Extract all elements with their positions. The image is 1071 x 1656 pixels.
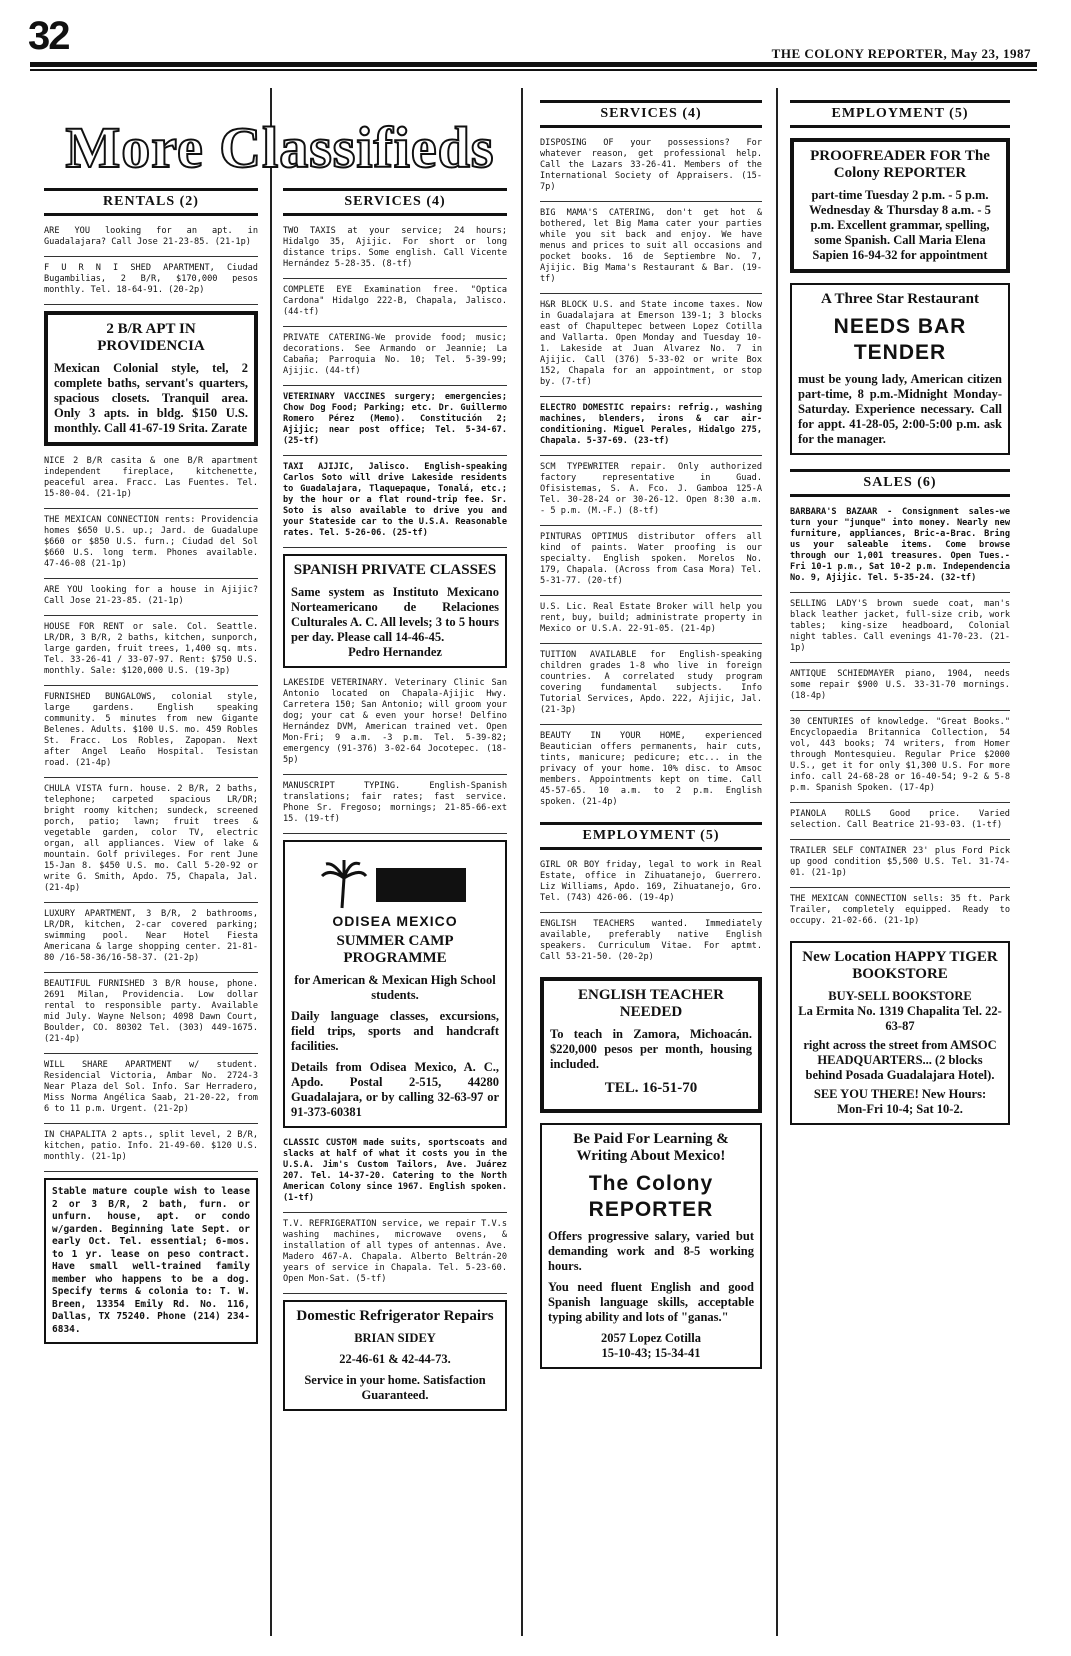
masthead: More Classifieds bbox=[65, 115, 495, 180]
classified-ad: WILL SHARE APARTMENT w/ student. Residencial Victoria, Ambar No. 2724-3 Near Plaza del Sol. Info. Sar Herradero, Miss Norma Angélica Saab, 21-20-22, from 6 to 11 p.m. Urgent. (21-2p) bbox=[44, 1060, 258, 1124]
column-services bbox=[283, 188, 507, 1421]
column-rentals bbox=[44, 188, 258, 1354]
classified-ad: H&R BLOCK U.S. and State income taxes. Now in Guadalajara at Emerson 139-1; 3 blocks east of Chapultepec between Lopez Cotilla and Vallarta. Open Monday and Tuesday 10-1. Lakeside at Juan Alvarez No. 7 in Ajijic. Call (376) 5-33-02 or write Box 152, Chapala for an appointment, or stop by. (7-tf) bbox=[540, 300, 762, 397]
classified-ad: IN CHAPALITA 2 apts., split level, 2 B/R, kitchen, patio. Info. 21-49-60. $120 U.S. monthly. (21-1p) bbox=[44, 1130, 258, 1172]
display-ad-body: Stable mature couple wish to lease 2 or 3 B/R, 2 bath, furn. or unfurn. house, apt. or condo w/garden. Beginning late Sept. or early Oct. Tel. essential; 6-mos. to 1 yr. lease on peso contract. Have small well-trained family member who happens to be a dog. Specify terms & colonia to: T. W. Breen, 13354 Emily Rd. No. 116, Dallas, TX 75240. Phone (214) 234-6834. bbox=[52, 1186, 250, 1335]
classified-ad: ENGLISH TEACHERS wanted. Immediately available, preferably native English speakers. Curriculum Vitae. For aptmt. Call 53-21-50. (20-2p) bbox=[540, 919, 762, 962]
classified-ad: ELECTRO DOMESTIC repairs: refrig., washing machines, blenders, irons & car air-conditioning. Miguel Perales, Hidalgo 275, Chapala. 5-37-69. (23-tf) bbox=[540, 403, 762, 456]
classified-ad: ARE YOU looking for a house in Ajijic? Call Jose 21-23-85. (21-1p) bbox=[44, 585, 258, 616]
display-ad-box bbox=[540, 977, 762, 1113]
classified-ad: THE MEXICAN CONNECTION rents: Providencia homes $650 U.S. up.; Jard. de Guadalupe $660 or $850 U.S. furn.; Ciudad del Sol $660 U.S. long term. Phones available. 47-46-08 (21-1p) bbox=[44, 515, 258, 579]
display-ad-body: Service in your home. Satisfaction Guaranteed. bbox=[304, 1373, 486, 1402]
display-ad-body: Mexican Colonial style, tel, 2 complete baths, servant's quarters, spacious closets. Tranquil area. Only 3 apts. in bldg. $150 U.S. monthly. Call 41-67-19 Srita. Zarate bbox=[54, 361, 248, 435]
classified-ad: TWO TAXIS at your service; 24 hours; Hidalgo 35, Ajijic. For short or long distance trips. Some english. Call Vicente Hernández 5-28-35. (8-tf) bbox=[283, 226, 507, 279]
display-ad-box bbox=[540, 1123, 762, 1369]
publication-header: THE COLONY REPORTER, May 23, 1987 bbox=[771, 46, 1031, 61]
classified-ad: DISPOSING OF your possessions? For whatever reason, get professional help. Call the Lazars 33-26-41. Members of the International Society of Appraisers. (15-7p) bbox=[540, 138, 762, 202]
display-ad-name: BRIAN SIDEY bbox=[354, 1331, 436, 1345]
display-ad-title: PROOFREADER FOR The Colony REPORTER bbox=[810, 148, 990, 181]
display-ad-phone: 15-10-43; 15-34-41 bbox=[601, 1346, 701, 1360]
classified-ad: VETERINARY VACCINES surgery; emergencies; Chow Dog Food; Parking; etc. Dr. Guillermo Romero Pérez (Memo). Constitución 2; Ajijic; near post office; Tel. 5-34-67. (25-tf) bbox=[283, 392, 507, 456]
display-ad-signature: Pedro Hernandez bbox=[348, 645, 442, 659]
classified-ad: T.V. REFRIGERATION service, we repair T.V.s washing machines, microwave ovens, & installation of all types of antennas. Ave. Madero 467-A. Chapala. Alberto Beltrán-20 years of service in Chapala. Tel. 5-23-60. Open Mon-Sat. (5-tf) bbox=[283, 1219, 507, 1294]
display-ad-body: Details from Odisea Mexico, A. C., Apdo. Postal 2-515, 44280 Guadalajara, or by calling 32-63-97 or 91-373-60381 bbox=[291, 1060, 499, 1119]
display-ad-phone: TEL. 16-51-70 bbox=[604, 1080, 698, 1096]
classified-ad: THE MEXICAN CONNECTION sells: 35 ft. Park Trailer, completely equipped. Ready to occupy. 21-02-66. (21-1p) bbox=[790, 894, 1010, 926]
classified-ad: LUXURY APARTMENT, 3 B/R, 2 bathrooms, LR/DR, kitchen, 2-car covered parking; swimming pool. Near Hotel Fiesta Americana & large shopping center. 21-81-80 /16-58-36/16-58-37. (21-2p) bbox=[44, 909, 258, 973]
display-ad-box bbox=[283, 1300, 507, 1411]
classified-ad: BEAUTIFUL FURNISHED 3 B/R house, phone. 2691 Milan, Providencia. Low dollar rental to responsible party. Available mid July. Wayne Nelson; 4098 Dawn Court, Boulder, CO. 80302 Tel. (303) 449-1675. (21-4p) bbox=[44, 979, 258, 1054]
column-employment-sales bbox=[790, 100, 1010, 1135]
classified-ad: PINTURAS OPTIMUS distributor offers all kind of paints. Water proofing is our specialty. English spoken. Morelos No. 179, Chapala. (Across from Casa Mora) Tel. 5-31-77. (20-tf) bbox=[540, 532, 762, 596]
display-ad-phone: 22-46-61 & 42-44-73. bbox=[339, 1352, 451, 1366]
classified-ad: ANTIQUE SCHIEDMAYER piano, 1904, needs some repair $900 U.S. 33-31-70 mornings. (18-4p) bbox=[790, 669, 1010, 711]
display-ad-body: To teach in Zamora, Michoacán. $220,000 pesos per month, housing included. bbox=[550, 1027, 752, 1071]
display-ad-subtitle: for American & Mexican High School students. bbox=[294, 973, 496, 1002]
display-ad-body: right across the street from AMSOC HEADQUARTERS... (2 blocks behind Posada Guadalajara Hotel). bbox=[803, 1038, 997, 1082]
section-heading: EMPLOYMENT (5) bbox=[540, 822, 762, 850]
display-ad-body: Offers progressive salary, varied but demanding work and 8-5 working hours. bbox=[548, 1229, 754, 1273]
section-heading: SALES (6) bbox=[790, 469, 1010, 497]
display-ad-subtitle: BUY-SELL BOOKSTORE bbox=[828, 989, 972, 1003]
classified-ad: BARBARA'S BAZAAR - Consignment sales-we turn your "junque" into money. Nearly new furniture, appliances, Bric-a-Brac. Bring us your saleable items. Come browse through our 1,001 treasures. Open Tues.-Fri 10-1 p.m., Sat 10-2 p.m. Independencia No. 9, Ajijic. Tel. 5-35-24. (32-tf) bbox=[790, 507, 1010, 593]
display-ad-address: 2057 Lopez Cotilla bbox=[601, 1331, 701, 1345]
page-number: 32 bbox=[28, 14, 69, 58]
classified-ad: ARE YOU looking for an apt. in Guadalajara? Call Jose 21-23-85. (21-1p) bbox=[44, 226, 258, 257]
classified-ad: F U R N I SHED APARTMENT, Ciudad Bugambilias, 2 B/R, $170,000 pesos monthly. Tel. 18-64-91. (20-2p) bbox=[44, 263, 258, 305]
classified-ad: PRIVATE CATERING-We provide food; music; decorations. See Armando or Jeannie; La Cabaña; Parroquia No. 10; Tel. 5-39-99; Ajijic. (44-tf) bbox=[283, 333, 507, 386]
display-ad-body: must be young lady, American citizen part-time, 8 p.m.-Midnight Monday-Saturday. Experience necessary. Call for appt. 41-28-05, 2:00-5:00 p.m. ask for the manager. bbox=[798, 372, 1002, 446]
display-ad-title: ENGLISH TEACHER NEEDED bbox=[577, 987, 724, 1020]
display-ad-body: Same system as Instituto Mexicano Norteamericano de Relaciones Culturales A. C. All levels; 3 to 5 hours per day. Please call 14-46-45. bbox=[291, 585, 499, 644]
classified-ad: BEAUTY IN YOUR HOME, experienced Beautician offers permanents, hair cuts, tints, manicure; pedicure; etc... in the privacy of your home. 10% disc. to Amsoc members. Appointments kept on time. Call 45-57-65. 10 a.m. to 2 p.m. English spoken. (21-4p) bbox=[540, 731, 762, 807]
display-ad-box bbox=[44, 1178, 258, 1344]
display-ad-title: Be Paid For Learning & Writing About Mexico! bbox=[573, 1131, 729, 1164]
column-divider bbox=[521, 88, 523, 1636]
classified-ad: HOUSE FOR RENT or sale. Col. Seattle. LR/DR, 3 B/R, 2 baths, kitchen, sunporch, large garden, fruit trees, 1,400 sq. mts. Tel. 33-26-41 / 33-07-97. Rent: $750 U.S. monthly. Sale: $120,000 U.S. (19-3p) bbox=[44, 622, 258, 686]
section-heading: SERVICES (4) bbox=[540, 100, 762, 128]
classified-ad: LAKESIDE VETERINARY. Veterinary Clinic San Antonio located on Chapala-Ajijic Hwy. Carretera 150; San Antonio; will groom your dog; your cat & even your horse! Delfino Hernández DVM, American trained vet. Open Mon-Fri; 9 a.m. -3 p.m. Tel. 5-39-82; emergency (91-376) 3-02-64 Jocotepec. (18-5p) bbox=[283, 678, 507, 775]
header-rule-thin bbox=[30, 69, 1037, 71]
classified-ad: CHULA VISTA furn. house. 2 B/R, 2 baths, telephone; carpeted spacious LR/DR; bright roomy kitchen; sundeck, screened porch, patio; lawn; fruit trees & vegetable garden, color TV, electric organ, all appliances. View of lake & mountain. Golf privileges. For rent June 15-Jan 8. $450 U.S. mo. Call 5-20-92 or write G. Smith, Apdo. 75, Chapala, Jal. (21-4p) bbox=[44, 784, 258, 903]
logo-text: ODISEA MEXICO bbox=[332, 913, 458, 929]
classified-ad: SELLING LADY'S brown suede coat, man's black leather jacket, full-size crib, work tables; king-size headboard, Colonial night tables. Call evenings 41-70-23. (21-1p) bbox=[790, 599, 1010, 663]
classified-ad: TRAILER SELF CONTAINER 23' plus Ford Pick up good condition $5,500 U.S. Tel. 31-74-01. (21-1p) bbox=[790, 846, 1010, 888]
display-ad-box bbox=[790, 283, 1010, 455]
display-ad-headline: NEEDS BAR TENDER bbox=[833, 315, 967, 364]
display-ad-body: You need fluent English and good Spanish language skills, acceptable typing ability and lots of "ganas." bbox=[548, 1280, 754, 1324]
display-ad-box bbox=[283, 554, 507, 668]
display-ad-box bbox=[44, 311, 258, 446]
classified-ad: PIANOLA ROLLS Good price. Varied selection. Call Beatrice 21-93-03. (1-tf) bbox=[790, 809, 1010, 840]
display-ad-body: Daily language classes, excursions, field trips, sports and handcraft facilities. bbox=[291, 1009, 499, 1053]
display-ad-box bbox=[790, 138, 1010, 273]
display-ad-title: 2 B/R APT IN PROVIDENCIA bbox=[97, 321, 205, 354]
classified-ad: COMPLETE EYE Examination free. "Optica Cardona" Hidalgo 222-B, Chapala, Jalisco. (44-tf) bbox=[283, 285, 507, 327]
display-ad-title: Domestic Refrigerator Repairs bbox=[296, 1308, 494, 1324]
classified-ad: MANUSCRIPT TYPING. English-Spanish translations; fair rates; fast service. Phone Sr. Fregoso; mornings; 21-85-66-ext 15. (19-tf) bbox=[283, 781, 507, 834]
column-divider bbox=[270, 88, 272, 1636]
classified-ad: FURNISHED BUNGALOWS, colonial style, large gardens. English speaking community. 5 minutes from new Gigante Belenes. Adults. $100 U.S. mo. 459 Robles St. Fracc. Los Robles, Zapopan. Next after Angel Leaño Hospital. Tesistan road. (21-4p) bbox=[44, 692, 258, 778]
column-divider bbox=[776, 88, 778, 1636]
classified-ad: BIG MAMA'S CATERING, don't get hot & bothered, let Big Mama cater your parties while you sit back and enjoy. We have menus and prices to suit all occasions and pocket books. 16 de Septiembre No. 7, Ajijic. Big Mama's Restaurant & Bar. (19-tf) bbox=[540, 208, 762, 294]
display-ad-hours: SEE YOU THERE! New Hours: Mon-Fri 10-4; Sat 10-2. bbox=[813, 1087, 987, 1116]
display-ad-title: SPANISH PRIVATE CLASSES bbox=[293, 562, 497, 578]
classified-ad: U.S. Lic. Real Estate Broker will help you rent, buy, build; administrate property in Mexico or U.S.A. 22-91-05. (21-4p) bbox=[540, 602, 762, 644]
classified-ad: NICE 2 B/R casita & one B/R apartment independent fireplace, kitchenette, peaceful area. Fracc. Las Fuentes. Tel. 15-80-04. (21-1p) bbox=[44, 456, 258, 509]
section-heading: EMPLOYMENT (5) bbox=[790, 100, 1010, 128]
classified-ad: TUITION AVAILABLE for English-speaking children grades 1-8 who live in foreign countries. A correlated study program covering fundamental subjects. Info Tutorial Services, Apdo. 222, Ajijic, Jal. (21-3p) bbox=[540, 650, 762, 725]
display-ad-top: A Three Star Restaurant bbox=[821, 291, 979, 307]
classified-ad: SCM TYPEWRITER repair. Only authorized factory representative in Guad. Ofisistemas, S. A. Fco. J. Gamboa 125-A Tel. 30-28-24 or 30-26-12. Open 8:30 a.m. - 5 p.m. (M.-F.) (8-tf) bbox=[540, 462, 762, 526]
classified-ad: GIRL OR BOY friday, legal to work in Real Estate, office in Zihuatanejo, Guerrero. Liz Williams, Apdo. 169, Zihuatanejo, Gro. Tel. (743) 426-06. (19-4p) bbox=[540, 860, 762, 913]
display-ad-address: La Ermita No. 1319 Chapalita Tel. 22-63-87 bbox=[798, 1004, 1002, 1033]
classified-ad: CLASSIC CUSTOM made suits, sportscoats and slacks at half of what it costs you in the U.S.A. Jim's Custom Tailors, Ave. Juárez 207. Tel. 14-37-20. Catering to the North American Colony since 1967. English spoken. (1-tf) bbox=[283, 1138, 507, 1213]
display-ad-box bbox=[283, 840, 507, 1128]
header-rule bbox=[30, 62, 1037, 67]
column-services-employment bbox=[540, 100, 762, 1379]
classified-ad: TAXI AJIJIC, Jalisco. English-speaking Carlos Soto will drive Lakeside residents to Guadalajara, Tlaquepaque, Tonalá, etc.; by the hour or a flat round-trip fee. Sr. Soto is also available to drive you and your Stateside car to the U.S.A. Reasonable rates. Tel. 5-26-06. (25-tf) bbox=[283, 462, 507, 548]
section-heading: RENTALS (2) bbox=[44, 188, 258, 216]
display-ad-title: New Location HAPPY TIGER BOOKSTORE bbox=[802, 949, 998, 982]
classified-ad: 30 CENTURIES of knowledge. "Great Books." Encyclopaedia Britannica Collection, 54 vol, 443 books; 74 writers, from Homer through Montesquieu. Regular Price $2000 U.S., get it for only $1,300 U.S. For more info. call 24-68-28 or 16-40-54; 9-2 & 5-8 p.m. Spanish Spoken. (17-4p) bbox=[790, 717, 1010, 803]
palm-tree-icon bbox=[320, 858, 470, 910]
display-ad-body: part-time Tuesday 2 p.m. - 5 p.m. Wednesday & Thursday 8 a.m. - 5 p.m. Excellent grammar, spelling, some Spanish. Call Maria Elena Sapien 16-94-32 for appointment bbox=[809, 188, 991, 262]
display-ad-title: SUMMER CAMP PROGRAMME bbox=[336, 933, 454, 966]
display-ad-brand: The Colony REPORTER bbox=[588, 1172, 714, 1221]
section-heading: SERVICES (4) bbox=[283, 188, 507, 216]
display-ad-box bbox=[790, 941, 1010, 1125]
odisea-logo bbox=[291, 848, 499, 933]
